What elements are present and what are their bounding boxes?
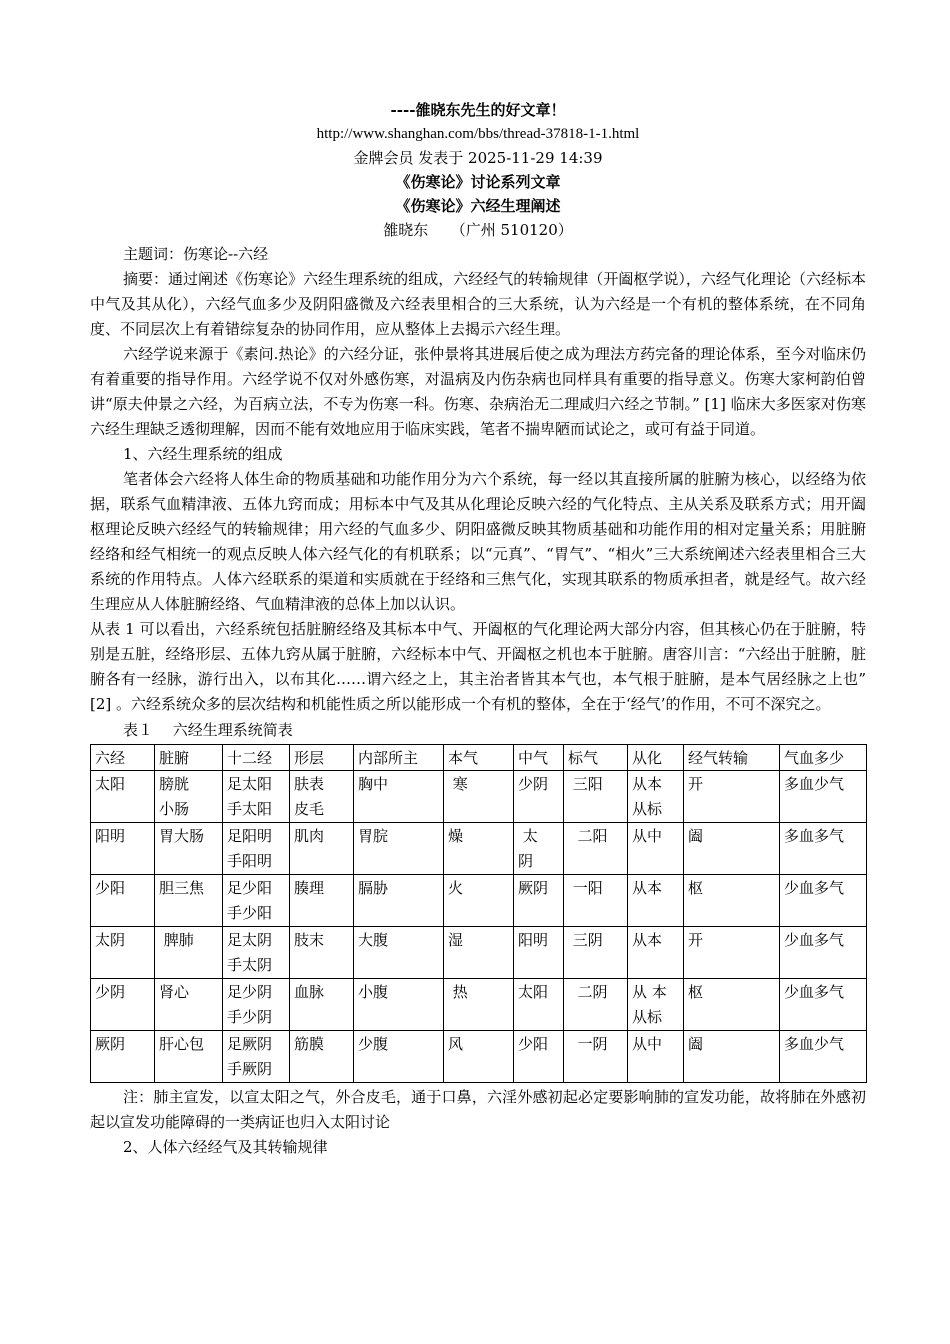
table-cell-conghua [628, 979, 684, 1031]
section-heading-1: 1、六经生理系统的组成 [123, 445, 283, 463]
table-cell-conghua [628, 927, 684, 979]
cell-line: 小腹 [358, 983, 389, 1001]
cell-line: 多血少气 [784, 1035, 845, 1053]
table-cell-jing [91, 1031, 155, 1083]
table-cell-qixue [780, 771, 867, 823]
cell-line: 厥阴 [95, 1035, 126, 1053]
cell-line: 厥阴 [518, 879, 549, 897]
table-row [91, 927, 867, 979]
post-meta: 金牌会员 发表于 2025-11-29 14:39 [353, 149, 603, 167]
cell-line: 肝心包 [159, 1035, 205, 1053]
cell-line: 胆三焦 [159, 879, 205, 897]
cell-line: 胃脘 [358, 827, 389, 845]
cell-line: 阳明 [95, 827, 126, 845]
cell-line: 少阳 [518, 1035, 549, 1053]
cell-line: 肾心 [159, 983, 190, 1001]
table-header-cell: 十二经 [223, 745, 290, 771]
table-cell-shier [223, 1031, 290, 1083]
table-cell-jing [91, 771, 155, 823]
cell-line: 从标 [632, 800, 663, 818]
table-cell-neibu [354, 875, 444, 927]
cell-line: 肢末 [294, 931, 325, 949]
table-cell-qixue [780, 979, 867, 1031]
table-caption: 表１ 六经生理系统简表 [123, 721, 293, 739]
cell-line: 多血少气 [784, 775, 845, 793]
table-cell-conghua [628, 823, 684, 875]
cell-line: 寒 [448, 775, 468, 793]
cell-line: 手少阳 [227, 904, 273, 922]
composition-paragraph: 笔者体会六经将人体生命的物质基础和功能作用分为六个系统，每一经以其直接所属的脏腑为核心，以经络为依据，联系气血精津液、五体九窍而成；用标本中气及其从化理论反映六经的气化特点、主从关系及联系方式；用开阖枢理论反映六经经气的转输规律；用六经的气血多少、阴阳盛微反映其物质基础和功能作用的相对定量关系；用脏腑经络和经气相统一的观点反映人体六经气化的有机联系；以“元真”、“胃气”、“相火”三大系统阐述六经表里相合三大系统的作用特点。人体六经联系的渠道和实质就在于经络和三焦气化，实现其联系的物质承担者，就是经气。故六经生理应从人体脏腑经络、气血精津液的总体上加以认识。 [90, 470, 866, 613]
table-cell-benqi [444, 823, 514, 875]
cell-line: 二阴 [568, 983, 608, 1001]
cell-line: 足太阳 [227, 775, 273, 793]
table-cell-zhongqi [514, 875, 564, 927]
table-cell-biaoqi [564, 1031, 628, 1083]
abstract: 摘要：通过阐述《伤寒论》六经生理系统的组成，六经经气的转输规律（开阖枢学说），六经气化理论（六经标本中气及其从化），六经气血多少及阴阳盛微及六经表里相合的三大系统，认为六经是一个有机的整体系统，在不同角度、不同层次上有着错综复杂的协同作用，应从整体上去揭示六经生理。 [90, 270, 866, 338]
cell-line: 一阳 [568, 879, 603, 897]
cell-line: 足厥阴 [227, 1035, 273, 1053]
cell-line: 足少阴 [227, 983, 273, 1001]
cell-line: 三阳 [568, 775, 603, 793]
cell-line: 肌肉 [294, 827, 325, 845]
cell-line: 从 本 [632, 983, 667, 1001]
table-note: 注：肺主宣发，以宣太阳之气，外合皮毛，通于口鼻，六淫外感初起必定要影响肺的宣发功能，故将肺在外感初起以宣发功能障碍的一类病证也归入太阳讨论 [90, 1088, 866, 1131]
cell-line: 阴 [518, 852, 534, 870]
table-cell-zhuanshu [684, 979, 780, 1031]
table-header-cell: 气血多少 [780, 745, 867, 771]
cell-line: 皮毛 [294, 800, 325, 818]
table-cell-jing [91, 875, 155, 927]
intro-paragraph: 六经学说来源于《素问.热论》的六经分证，张仲景将其进展后使之成为理法方药完备的理论体系，至今对临床仍有着重要的指导作用。六经学说不仅对外感伤寒，对温病及内伤杂病也同样具有重要的指导意义。伤寒大家柯韵伯曾讲“原夫仲景之六经，为百病立法，不专为伤寒一科。伤寒、杂病治无二理咸归六经之节制。” [1] 临床大多医家对伤寒六经生理缺乏透彻理解，因而不能有效地应用于临床实践，笔者不揣卑陋而试论之，或可有益于同道。 [90, 345, 866, 438]
table-header-row [91, 745, 867, 771]
cell-line: 从本 [632, 931, 663, 949]
table-cell-benqi [444, 927, 514, 979]
cell-line: 从中 [632, 1035, 663, 1053]
cell-line: 从中 [632, 827, 663, 845]
table-cell-qixue [780, 927, 867, 979]
cell-line: 阖 [688, 827, 704, 845]
source-url[interactable]: http://www.shanghan.com/bbs/thread-37818-1-1.html [316, 126, 640, 142]
table-cell-zhuanshu [684, 823, 780, 875]
table-header-cell: 六经 [91, 745, 155, 771]
cell-line: 二阳 [568, 827, 608, 845]
cell-line: 手太阴 [227, 956, 273, 974]
table-cell-biaoqi [564, 875, 628, 927]
table-header-cell: 标气 [564, 745, 628, 771]
table-cell-neibu [354, 771, 444, 823]
table-cell-jing [91, 927, 155, 979]
cell-line: 手太阳 [227, 800, 273, 818]
cell-line: 膈胁 [358, 879, 389, 897]
table-cell-qixue [780, 823, 867, 875]
cell-line: 大腹 [358, 931, 389, 949]
table-cell-zangfu [155, 771, 223, 823]
section-heading-2: 2、人体六经经气及其转输规律 [123, 1138, 328, 1156]
cell-line: 筋膜 [294, 1035, 325, 1053]
cell-line: 开 [688, 775, 704, 793]
table-cell-zhongqi [514, 823, 564, 875]
table-cell-biaoqi [564, 979, 628, 1031]
cell-line: 一阴 [568, 1035, 608, 1053]
series-title: 《伤寒论》讨论系列文章 [395, 173, 561, 191]
table-cell-shier [223, 823, 290, 875]
table-cell-xingceng [290, 771, 354, 823]
table-cell-neibu [354, 1031, 444, 1083]
cell-line: 肤表 [294, 775, 325, 793]
six-meridian-table [90, 744, 867, 1083]
table-header-cell: 本气 [444, 745, 514, 771]
cell-line: 腠理 [294, 879, 325, 897]
cell-line: 风 [448, 1035, 464, 1053]
table-cell-benqi [444, 875, 514, 927]
table-header-cell: 脏腑 [155, 745, 223, 771]
table-cell-conghua [628, 771, 684, 823]
cell-line: 三阴 [568, 931, 603, 949]
cell-line: 少血多气 [784, 931, 845, 949]
table-cell-shier [223, 875, 290, 927]
cell-line: 少阴 [95, 983, 126, 1001]
cell-line: 小肠 [159, 800, 190, 818]
cell-line: 少血多气 [784, 983, 845, 1001]
table-cell-jing [91, 823, 155, 875]
table-cell-zhuanshu [684, 1031, 780, 1083]
cell-line: 开 [688, 931, 704, 949]
table-header-cell: 形层 [290, 745, 354, 771]
cell-line: 枢 [688, 983, 704, 1001]
cell-line: 手阳明 [227, 852, 273, 870]
cell-line: 足少阳 [227, 879, 273, 897]
cell-line: 手厥阴 [227, 1060, 273, 1078]
cell-line: 胃大肠 [159, 827, 205, 845]
keywords: 主题词：伤寒论--六经 [123, 245, 269, 263]
table-cell-shier [223, 771, 290, 823]
table-row [91, 823, 867, 875]
cell-line: 湿 [448, 931, 464, 949]
cell-line: 燥 [448, 827, 464, 845]
cell-line: 太 [518, 827, 538, 845]
table-cell-qixue [780, 875, 867, 927]
table-cell-zangfu [155, 823, 223, 875]
table-cell-benqi [444, 771, 514, 823]
table-cell-xingceng [290, 927, 354, 979]
table-cell-zhuanshu [684, 875, 780, 927]
table-cell-zhuanshu [684, 771, 780, 823]
cell-line: 从标 [632, 1008, 663, 1026]
cell-line: 少阳 [95, 879, 126, 897]
table-cell-xingceng [290, 979, 354, 1031]
table-cell-benqi [444, 979, 514, 1031]
table-cell-zhuanshu [684, 927, 780, 979]
table-cell-zangfu [155, 927, 223, 979]
table-cell-zhongqi [514, 771, 564, 823]
table-cell-biaoqi [564, 823, 628, 875]
table-cell-xingceng [290, 1031, 354, 1083]
table-cell-zangfu [155, 1031, 223, 1083]
cell-line: 膀胱 [159, 775, 190, 793]
table-cell-zhongqi [514, 927, 564, 979]
table-cell-zangfu [155, 979, 223, 1031]
cell-line: 热 [448, 983, 468, 1001]
table-row [91, 771, 867, 823]
table-cell-qixue [780, 1031, 867, 1083]
table-row [91, 979, 867, 1031]
table-cell-neibu [354, 823, 444, 875]
table-header-cell: 内部所主 [354, 745, 444, 771]
cell-line: 火 [448, 879, 464, 897]
author-line: 雒晓东 （广州 510120） [383, 221, 573, 239]
table-row [91, 875, 867, 927]
cell-line: 阖 [688, 1035, 704, 1053]
table-cell-xingceng [290, 823, 354, 875]
table-row [91, 1031, 867, 1083]
document-page [90, 98, 866, 1160]
cell-line: 枢 [688, 879, 704, 897]
table-cell-biaoqi [564, 927, 628, 979]
table-cell-jing [91, 979, 155, 1031]
table-cell-shier [223, 979, 290, 1031]
table-cell-neibu [354, 927, 444, 979]
table-cell-shier [223, 927, 290, 979]
cell-line: 少腹 [358, 1035, 389, 1053]
cell-line: 血脉 [294, 983, 325, 1001]
table-cell-benqi [444, 1031, 514, 1083]
article-title: 《伤寒论》六经生理阐述 [395, 197, 561, 215]
table-cell-conghua [628, 1031, 684, 1083]
table-cell-biaoqi [564, 771, 628, 823]
table-header-cell: 中气 [514, 745, 564, 771]
cell-line: 手少阴 [227, 1008, 273, 1026]
cell-line: 少阴 [518, 775, 549, 793]
table-intro-paragraph: 从表 1 可以看出，六经系统包括脏腑经络及其标本中气、开阖枢的气化理论两大部分内容，但其核心仍在于脏腑，特别是五脏，经络形层、五体九窍从属于脏腑，六经标本中气、开阖枢之机也本于脏腑。唐容川言：“六经出于脏腑，脏腑各有一经脉，游行出入，以布其化……谓六经之上，其主治者皆其本气也，本气根于脏腑，是本气居经脉之上也” [2] 。六经系统众多的层次结构和机能性质之所以能形成一个有机的整体，全在于‘经气’的作用，不可不深究之。 [90, 620, 866, 713]
cell-line: 阳明 [518, 931, 549, 949]
table-header-cell: 从化 [628, 745, 684, 771]
cell-line: 多血多气 [784, 827, 845, 845]
cell-line: 足太阴 [227, 931, 273, 949]
cell-line: 太阳 [95, 775, 126, 793]
table-cell-conghua [628, 875, 684, 927]
table-cell-zangfu [155, 875, 223, 927]
cell-line: 胸中 [358, 775, 389, 793]
table-cell-zhongqi [514, 979, 564, 1031]
cell-line: 太阳 [518, 983, 549, 1001]
table-cell-neibu [354, 979, 444, 1031]
cell-line: 太阴 [95, 931, 126, 949]
table-cell-xingceng [290, 875, 354, 927]
table-header-cell: 经气转输 [684, 745, 780, 771]
cell-line: 从本 [632, 879, 663, 897]
article-tagline: ----雒晓东先生的好文章！ [390, 101, 566, 119]
table-cell-zhongqi [514, 1031, 564, 1083]
cell-line: 脾肺 [159, 931, 194, 949]
cell-line: 少血多气 [784, 879, 845, 897]
cell-line: 足阳明 [227, 827, 273, 845]
cell-line: 从本 [632, 775, 663, 793]
